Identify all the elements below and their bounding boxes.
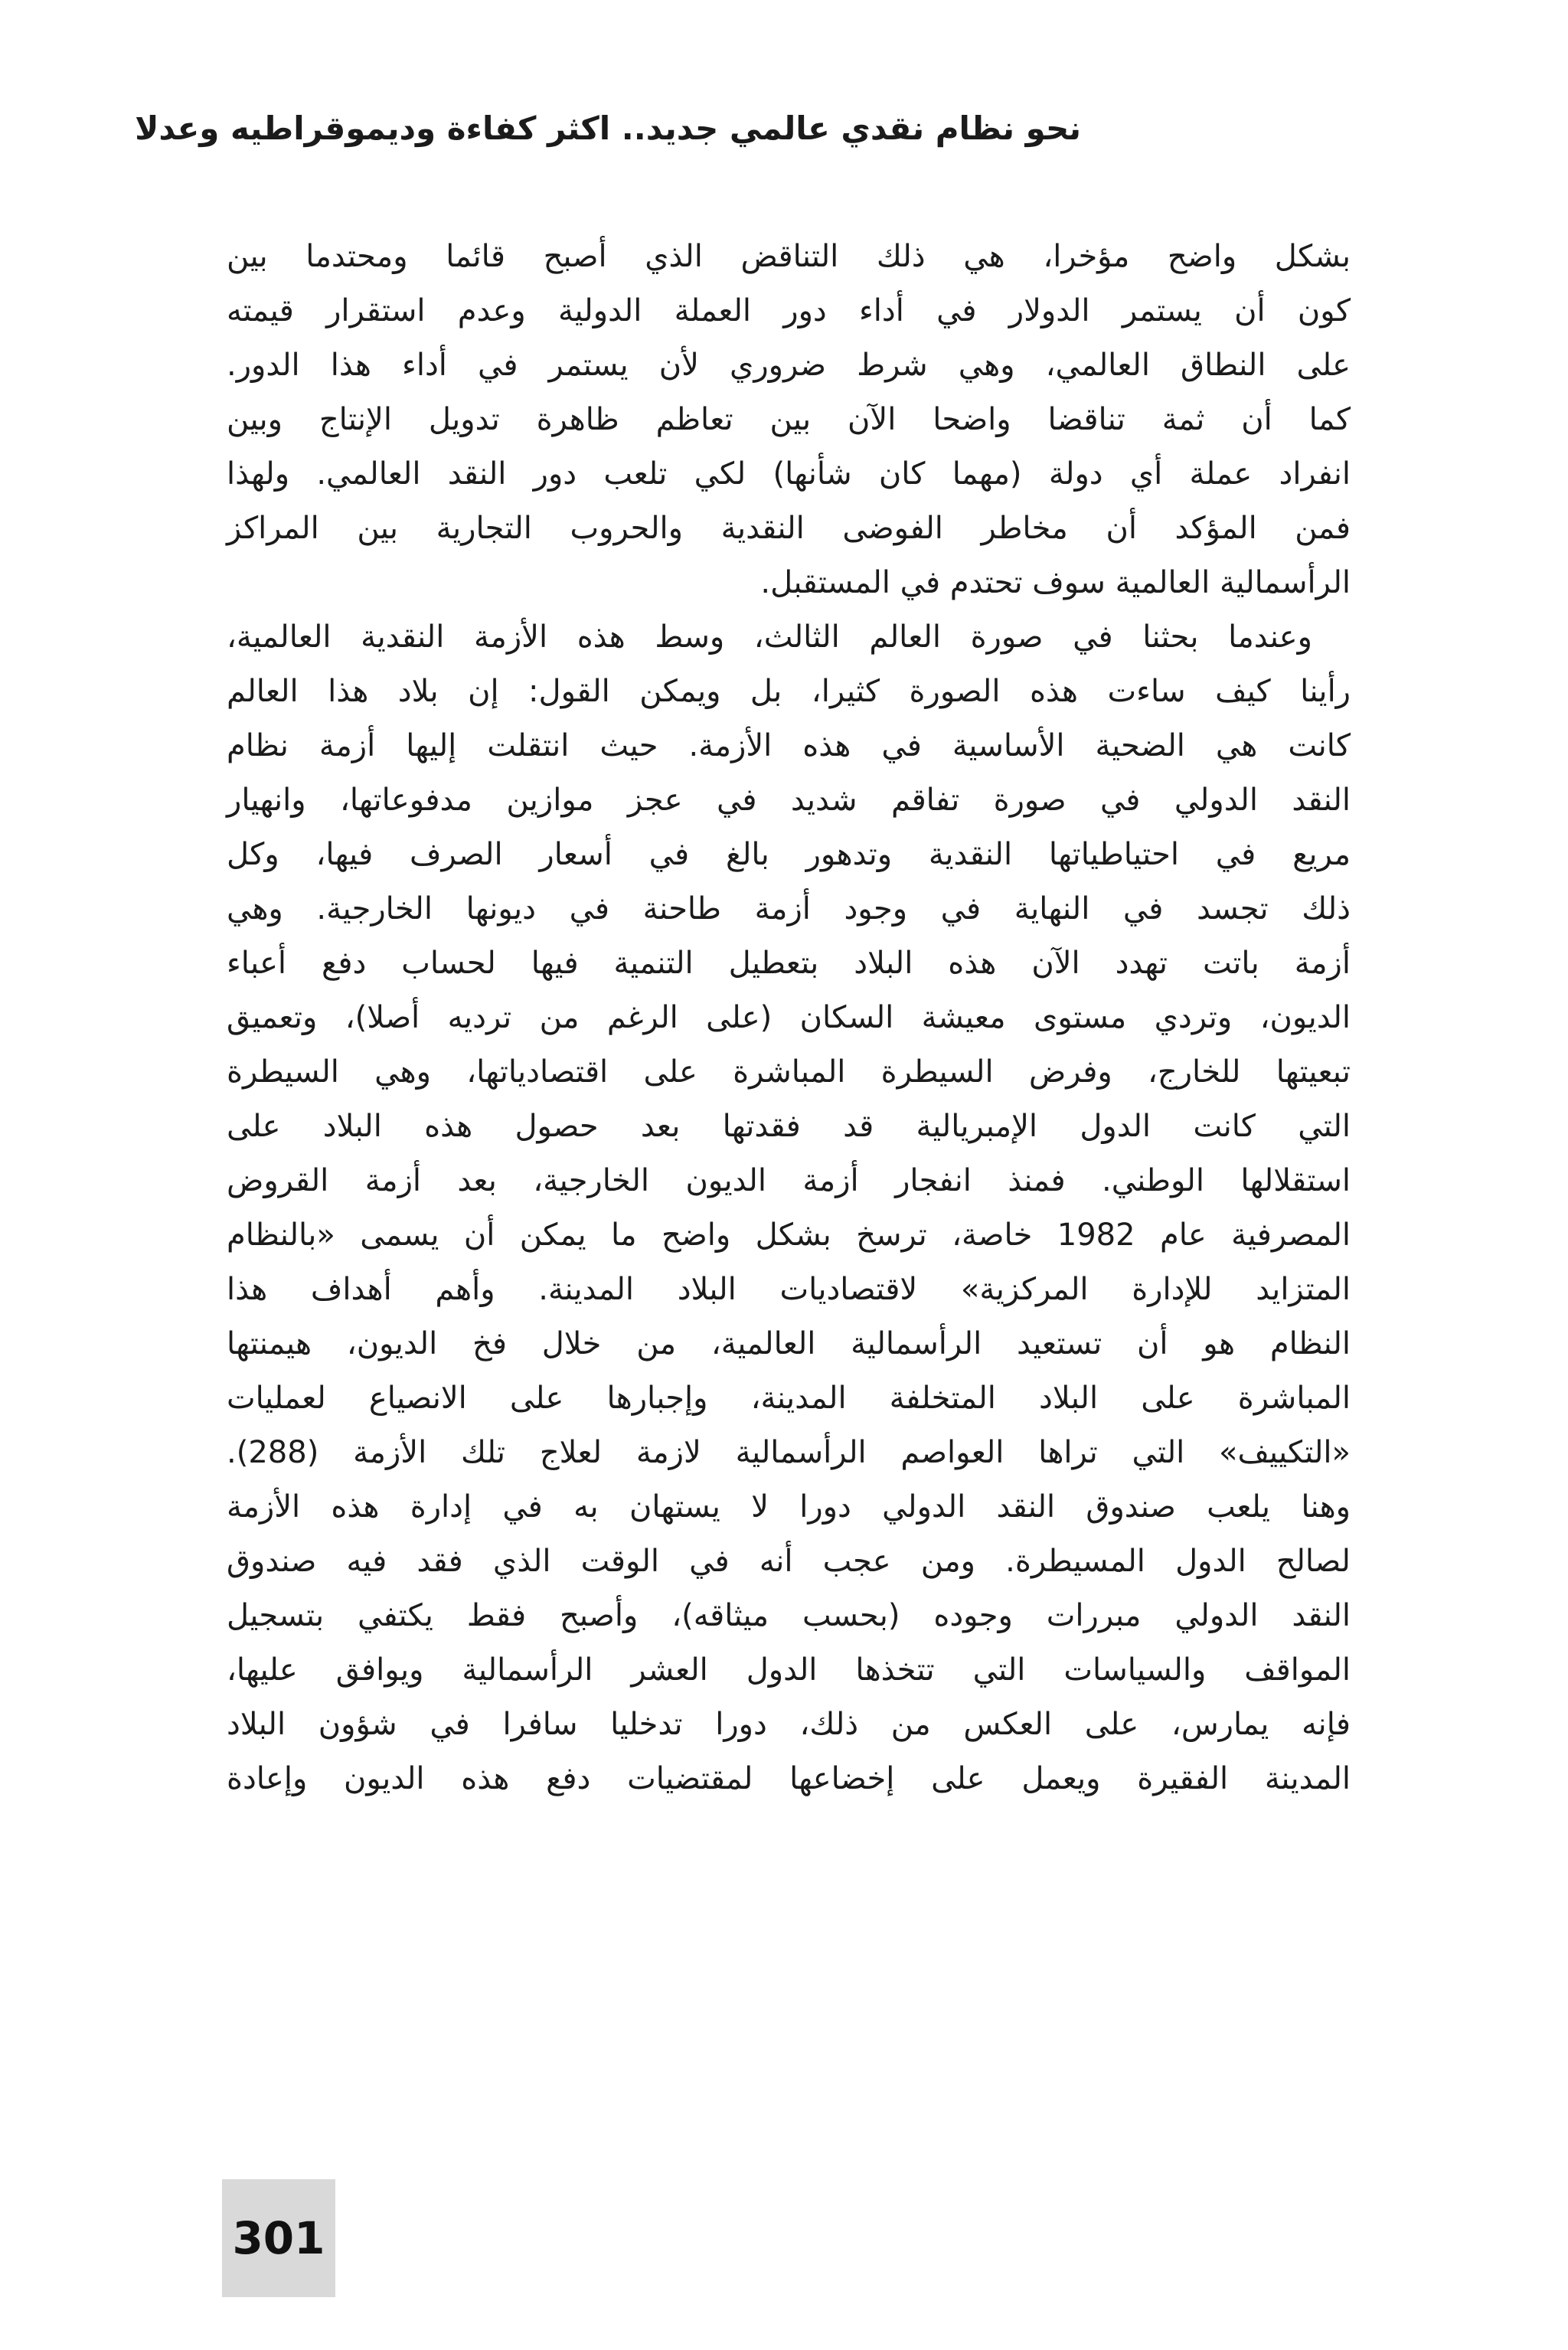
text-line: تبعيتها للخارج، وفرض السيطرة المباشرة على اقتصادياتها، وهي السيطرة [227,1054,1351,1090]
text-line: على النطاق العالمي، وهي شرط ضروري لأن يستمر في أداء هذا الدور. [227,348,1351,383]
text-line: استقلالها الوطني. فمنذ انفجار أزمة الديون الخارجية، بعد أزمة القروض [227,1163,1351,1198]
text-line: النظام هو أن تستعيد الرأسمالية العالمية، من خلال فخ الديون، هيمنتها [227,1326,1351,1361]
text-line: بشكل واضح مؤخرا، هي ذلك التناقض الذي أصبح قائما ومحتدما بين [227,239,1351,274]
text-line: وهنا يلعب صندوق النقد الدولي دورا لا يستهان به في إدارة هذه الأزمة [227,1489,1351,1525]
text-line: التي كانت الدول الإمبريالية قد فقدتها بعد حصول هذه البلاد على [227,1109,1351,1144]
text-line: المباشرة على البلاد المتخلفة المدينة، وإجبارها على الانصياع لعمليات [227,1381,1351,1416]
page-number-box [222,2179,335,2297]
text-line: النقد الدولي في صورة تفاقم شديد في عجز موازين مدفوعاتها، وانهيار [227,783,1351,818]
text-line: ذلك تجسد في النهاية في وجود أزمة طاحنة في ديونها الخارجية. وهي [227,891,1351,927]
running-header: نحو نظام نقدي عالمي جديد.. اكثر كفاءة وديموقراطيه وعدلا [135,109,1081,147]
text-line: الديون، وتردي مستوى معيشة السكان (على الرغم من ترديه أصلا)، وتعميق [227,1000,1351,1035]
text-line: أزمة باتت تهدد الآن هذه البلاد بتعطيل التنمية فيها لحساب دفع أعباء [227,946,1351,981]
text-line: فمن المؤكد أن مخاطر الفوضى النقدية والحروب التجارية بين المراكز [227,511,1351,546]
text-line: النقد الدولي مبررات وجوده (بحسب ميثاقه)، وأصبح فقط يكتفي بتسجيل [227,1598,1351,1633]
text-line: المتزايد للإدارة المركزية» لاقتصاديات البلاد المدينة. وأهم أهداف هذا [227,1272,1351,1307]
text-line: مريع في احتياطياتها النقدية وتدهور بالغ في أسعار الصرف فيها، وكل [227,837,1351,872]
text-line: رأينا كيف ساءت هذه الصورة كثيرا، بل ويمكن القول: إن بلاد هذا العالم [227,674,1351,709]
text-line: المصرفية عام 1982 خاصة، ترسخ بشكل واضح ما يمكن أن يسمى «بالنظام [227,1217,1351,1253]
text-line: لصالح الدول المسيطرة. ومن عجب أنه في الوقت الذي فقد فيه صندوق [227,1544,1351,1579]
body-text [227,230,1351,1806]
text-line: كون أن يستمر الدولار في أداء دور العملة الدولية وعدم استقرار قيمته [227,293,1351,328]
text-line: كانت هي الضحية الأساسية في هذه الأزمة. حيث انتقلت إليها أزمة نظام [227,728,1351,763]
text-line: كما أن ثمة تناقضا واضحا الآن بين تعاظم ظاهرة تدويل الإنتاج وبين [227,402,1351,437]
text-line: فإنه يمارس، على العكس من ذلك، دورا تدخليا سافرا في شؤون البلاد [227,1707,1351,1742]
text-line: الرأسمالية العالمية سوف تحتدم في المستقبل. [760,565,1351,600]
text-line: انفراد عملة أي دولة (مهما كان شأنها) لكي تلعب دور النقد العالمي. ولهذا [227,456,1351,492]
page-number: 301 [232,2212,325,2264]
text-line: وعندما بحثنا في صورة العالم الثالث، وسط هذه الأزمة النقدية العالمية، [227,619,1312,655]
text-line: «التكييف» التي تراها العواصم الرأسمالية لازمة لعلاج تلك الأزمة (288). [227,1435,1351,1470]
text-line: المواقف والسياسات التي تتخذها الدول العشر الرأسمالية ويوافق عليها، [227,1652,1351,1688]
text-line: المدينة الفقيرة ويعمل على إخضاعها لمقتضيات دفع هذه الديون وإعادة [227,1761,1351,1796]
